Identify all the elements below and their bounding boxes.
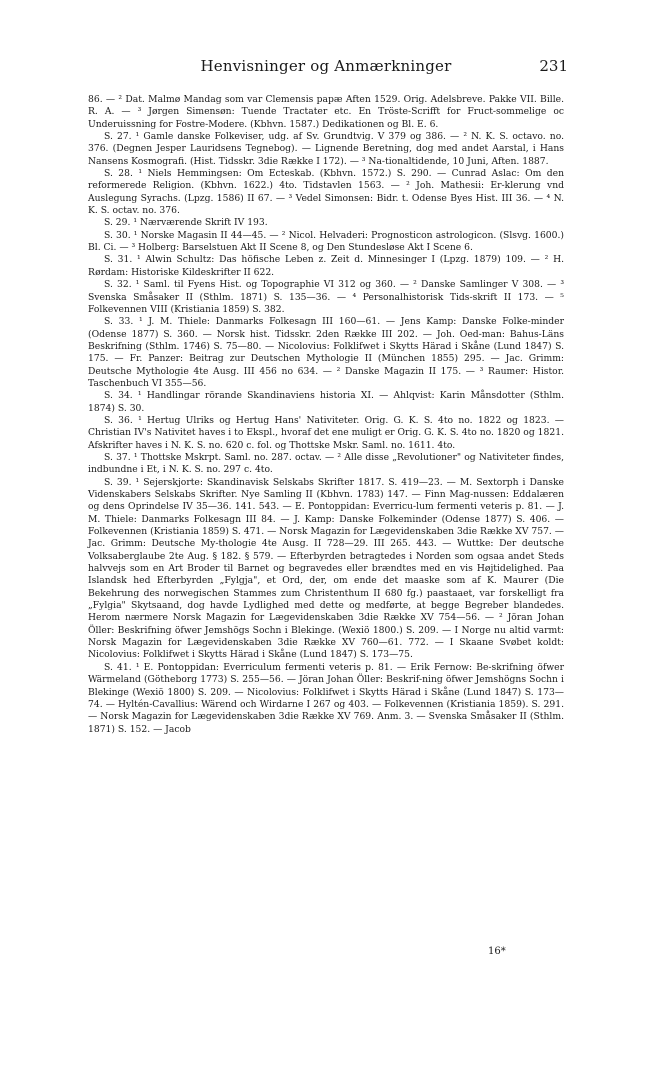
- note-paragraph-s30: S. 30. ¹ Norske Magasin II 44—45. — ² Nicol. Helvaderi: Prognosticon astrologicon. (Slsvg. 1600.) Bl. Ci. — ³ Holberg: Barselstuen Akt II Scene 8, og Den Stundesløse Akt I Scene 6.: [88, 229, 564, 254]
- running-title: Henvisninger og Anmærkninger: [200, 57, 452, 75]
- note-paragraph-s31: S. 31. ¹ Alwin Schultz: Das höfische Leben z. Zeit d. Minnesinger I (Lpzg. 1879) 109. — ² H. Rørdam: Historiske Kildeskrifter II 622.: [88, 254, 564, 278]
- note-paragraph-s37: S. 37. ¹ Thottske Mskrpt. Saml. no. 287. octav. — ² Alle disse „Revolutioner" og Nativiteter findes, indbundne i Et, i N. K. S. no. 297 c. 4to.: [88, 451, 564, 476]
- note-paragraph-s41: S. 41. ¹ E. Pontoppidan: Everriculum fermenti veteris p. 81. — Erik Fernow: Be-skrifning öfwer Wärmeland (Götheborg 1773) S. 255—56. — Jöran Johan Öller: Beskrif-ning öfwer Jemshögns Sochn i Blekinge (Wexiö 1800) S. 209. — Nicolovius: Folklifwet i Skytts Härad i Skåne (Lund 1847) S. 173—74. — Hyltén-Cavallius: Wärend och Wirdarne I 267 og 403. — Folkevennen (Kristiania 1859). S. 291. — Norsk Magazin for Lægevidenskaben 3die Række XV 769. Anm. 3. — Svenska Småsaker II (Sthlm. 1871) S. 152. — Jacob: [88, 661, 564, 735]
- notes-body: [88, 94, 564, 736]
- document-page: [0, 57, 672, 1087]
- note-paragraph-continued: 86. — ² Dat. Malmø Mandag som var Clemensis papæ Aften 1529. Orig. Adelsbreve. Pakke VII. Bille. R. A. — ³ Jørgen Simensøn: Tuende Tractater etc. En Tröste-Scrifft for Fruct-sommelige oc Underuissning for Fostre-Modere. (Kbhvn. 1587.) Dedikationen og Bl. E. 6.: [88, 94, 564, 130]
- signature-mark: 16*: [488, 946, 506, 957]
- note-paragraph-s27: S. 27. ¹ Gamle danske Folkeviser, udg. af Sv. Grundtvig. V 379 og 386. — ² N. K. S. octavo. no. 376. (Degnen Jesper Lauridsens Tegnebog). — Lignende Beretning, dog med andet Aarstal, i Hans Nansens Kosmografi. (Hist. Tidsskr. 3die Række I 172). — ³ Na-tionaltidende, 10 Juni, Aften. 1887.: [88, 131, 564, 167]
- page-header: [88, 57, 568, 81]
- page-number: 231: [539, 57, 568, 75]
- note-paragraph-s29: S. 29. ¹ Nærværende Skrift IV 193.: [104, 217, 268, 229]
- note-paragraph-s36: S. 36. ¹ Hertug Ulriks og Hertug Hans' Nativiteter. Orig. G. K. S. 4to no. 1822 og 1823. — Christian IV's Nativitet haves i to Ekspl., hvoraf det ene muligt er Orig. G. K. S. 4to no. 1820 og 1821. Afskrifter haves i N. K. S. no. 620 c. fol. og Thottske Mskr. Saml. no. 1611. 4to.: [88, 414, 564, 451]
- note-paragraph-s34: S. 34. ¹ Handlingar rörande Skandinaviens historia XI. — Ahlqvist: Karin Månsdotter (Sthlm. 1874) S. 30.: [88, 390, 564, 414]
- note-paragraph-s33: S. 33. ¹ J. M. Thiele: Danmarks Folkesagn III 160—61. — Jens Kamp: Danske Folke-minder (Odense 1877) S. 360. — Norsk hist. Tidsskr. 2den Række III 202. — Joh. Oed-man: Bahus-Läns Beskrifning (Sthlm. 1746) S. 75—80. — Nicolovius: Folklifwet i Skytts Härad i Skåne (Lund 1847) S. 175. — Fr. Panzer: Beitrag zur Deutschen Mythologie II (München 1855) 295. — Jac. Grimm: Deutsche Mythologie 4te Ausg. III 456 no 634. — ² Danske Magazin II 175. — ³ Raumer: Histor. Taschenbuch VI 355—56.: [88, 316, 564, 389]
- note-paragraph-s39: S. 39. ¹ Sejerskjorte: Skandinavisk Selskabs Skrifter 1817. S. 419—23. — M. Sextorph i Danske Videnskabers Selskabs Skrifter. Nye Samling II (Kbhvn. 1783) 147. — Finn Mag-nussen: Eddalæren og dens Oprindelse IV 35—36. 141. 543. — E. Pontoppidan: Everricu-lum fermenti veteris p. 81. — J. M. Thiele: Danmarks Folkesagn III 84. — J. Kamp: Danske Folkeminder (Odense 1877) S. 406. — Folkevennen (Kristiania 1859) S. 471. — Norsk Magazin for Lægevidenskaben 3die Række XV 757. — Jac. Grimm: Deutsche My-thologie 4te Ausg. II 728—29. III 265. 443. — Wuttke: Der deutsche Volksaberglaube 2te Aug. § 182. § 579. — Efterbyrden betragtedes i Norden som ogsaa andet Steds halvvejs som en Art Broder til Barnet og begravedes eller brændtes med en vis Højtidelighed. Paa Islandsk hed Efterbyrden „Fylgja", et Ord, der, om ende det maaske som af K. Maurer (Die Bekehrung des norwegischen Stammes zum Christenthum II 680 fg.) paastaaet, var forskelligt fra „Fylgia" Skytsaand, dog havde Lydlighed med dette og medførte, at begge Begreber blandedes. Herom nærmere Norsk Magazin for Lægevidenskaben 3die Række XV 754—56. — ² Jöran Johan Öller: Beskrifning öfwer Jemshögs Sochn i Blekinge. (Wexiö 1800.) S. 209. — I Norge nu altid varmt: Norsk Magazin for Lægevidenskaben 3die Række XV 760—61. 772. — I Skaane Svøbet koldt: Nicolovius: Folklifwet i Skytts Härad i Skåne (Lund 1847) S. 173—75.: [88, 476, 564, 661]
- note-paragraph-s28: S. 28. ¹ Niels Hemmingsen: Om Ecteskab. (Kbhvn. 1572.) S. 290. — Cunrad Aslac: Om den reformerede Religion. (Kbhvn. 1622.) 4to. Tidstavlen 1563. — ² Joh. Mathesii: Er-klerung vnd Auslegung Syrachs. (Lpzg. 1586) II 67. — ³ Vedel Simonsen: Bidr. t. Odense Byes Hist. III 36. — ⁴ N. K. S. octav. no. 376.: [88, 168, 564, 217]
- note-paragraph-s32: S. 32. ¹ Saml. til Fyens Hist. og Topographie VI 312 og 360. — ² Danske Samlinger V 308. — ³ Svenska Småsaker II (Sthlm. 1871) S. 135—36. — ⁴ Personalhistorisk Tids-skrift II 173. — ⁵ Folkevennen VIII (Kristiania 1859) S. 382.: [88, 279, 564, 315]
